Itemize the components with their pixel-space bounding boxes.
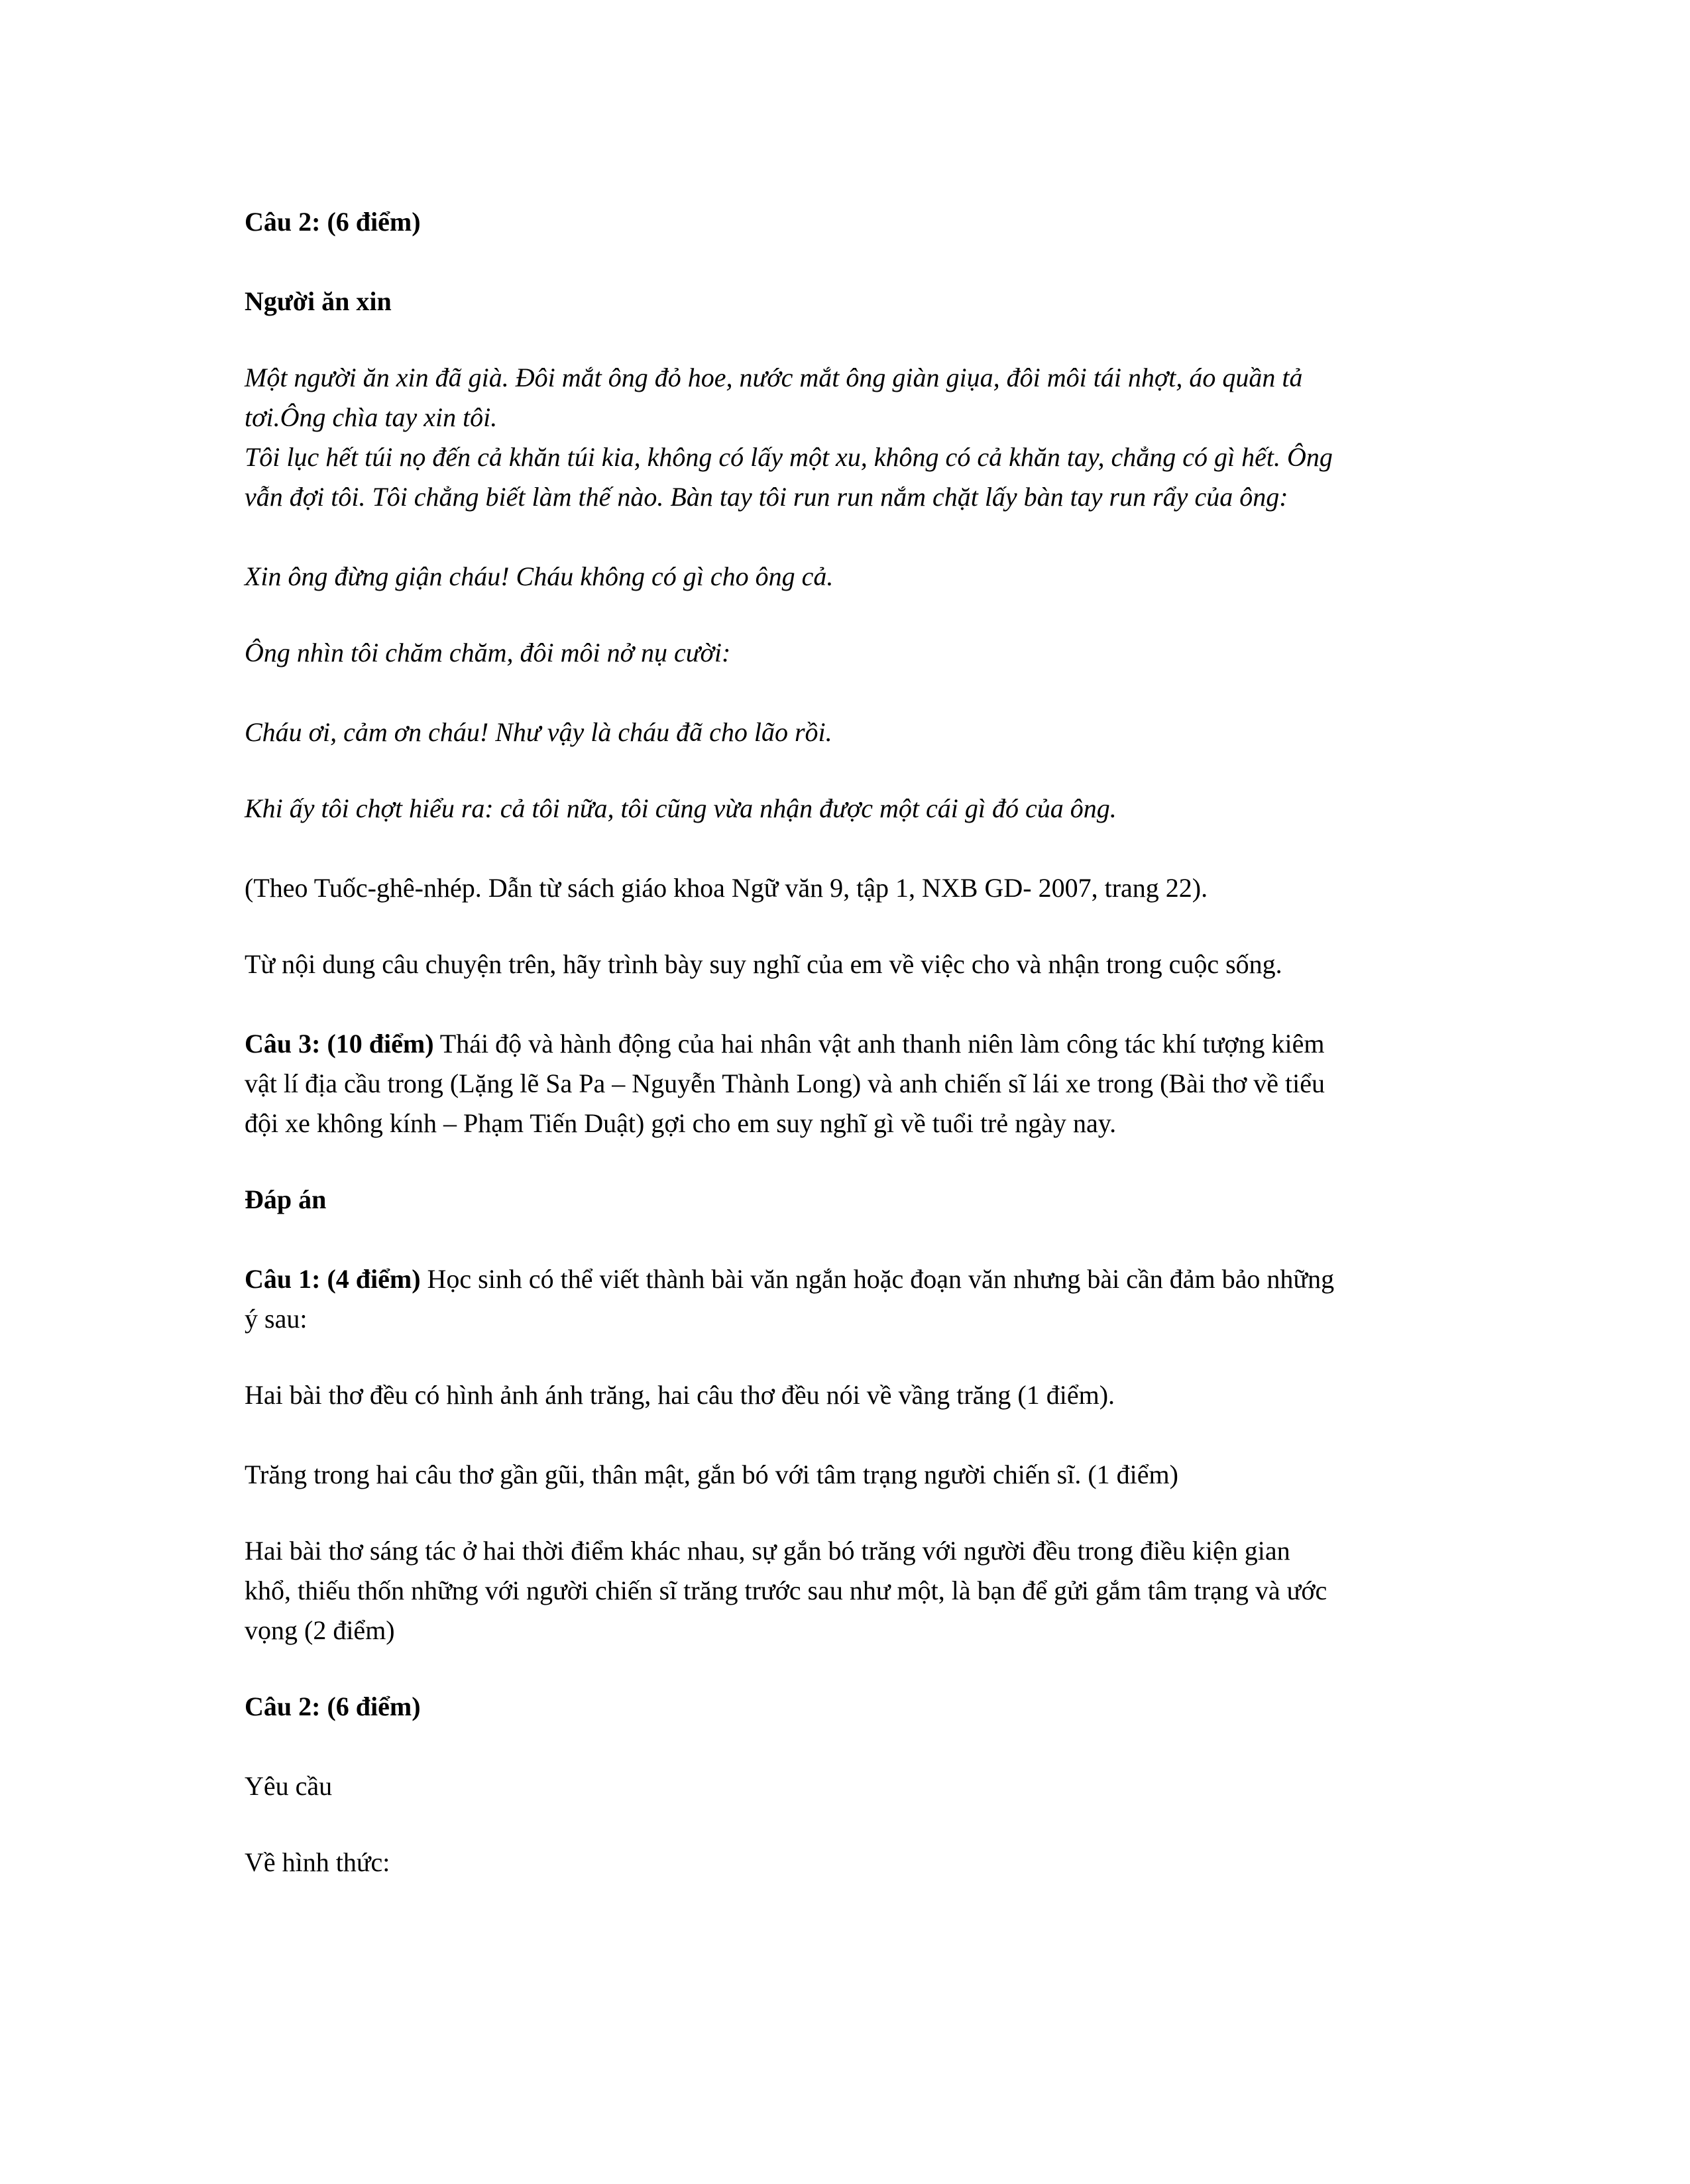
- answer-1-point-3-line: vọng (2 điểm): [245, 1615, 395, 1645]
- question-3-line: vật lí địa cầu trong (Lặng lẽ Sa Pa – Nguyễn Thành Long) và anh chiến sĩ lái xe trong (Bài thơ về tiểu: [245, 1068, 1325, 1098]
- form-label: Về hình thức:: [245, 1847, 390, 1877]
- story-narration-1: Ông nhìn tôi chăm chăm, đôi môi nở nụ cười:: [245, 638, 731, 667]
- answer-heading: Đáp án: [245, 1184, 327, 1214]
- answer-1-point-3-line: Hai bài thơ sáng tác ở hai thời điểm khác nhau, sự gắn bó trăng với người đều trong điều kiện gian: [245, 1536, 1290, 1566]
- story-conclusion: Khi ấy tôi chợt hiểu ra: cả tôi nữa, tôi cũng vừa nhận được một cái gì đó của ông.: [245, 793, 1117, 823]
- answer-1-label: Câu 1: (4 điểm): [245, 1264, 421, 1294]
- story-source: (Theo Tuốc-ghê-nhép. Dẫn từ sách giáo khoa Ngữ văn 9, tập 1, NXB GD- 2007, trang 22).: [245, 873, 1208, 903]
- question-2-prompt: Từ nội dung câu chuyện trên, hãy trình bày suy nghĩ của em về việc cho và nhận trong cuộc sống.: [245, 949, 1282, 979]
- answer-1-line: [245, 1259, 1445, 1299]
- story-title: Người ăn xin: [245, 286, 392, 316]
- answer-1-point-3-line: khổ, thiếu thốn những với người chiến sĩ trăng trước sau như một, là bạn để gửi gắm tâm trạng và ước: [245, 1576, 1327, 1605]
- answer-1-line: ý sau:: [245, 1304, 308, 1334]
- story-line: Một người ăn xin đã già. Đôi mắt ông đỏ hoe, nước mắt ông giàn giụa, đôi môi tái nhợt, áo quần tả: [245, 363, 1303, 392]
- answer-1-point-1: Hai bài thơ đều có hình ảnh ánh trăng, hai câu thơ đều nói về vầng trăng (1 điểm).: [245, 1380, 1115, 1410]
- story-line: tơi.Ông chìa tay xin tôi.: [245, 402, 498, 432]
- question-3-line: [245, 1024, 1445, 1064]
- story-dialogue-1: Xin ông đừng giận cháu! Cháu không có gì cho ông cả.: [245, 561, 834, 591]
- answer-1-point-2: Trăng trong hai câu thơ gần gũi, thân mật, gắn bó với tâm trạng người chiến sĩ. (1 điểm): [245, 1460, 1178, 1489]
- answer-2-heading: Câu 2: (6 điểm): [245, 1692, 421, 1721]
- answer-1-text: Học sinh có thể viết thành bài văn ngắn hoặc đoạn văn nhưng bài cần đảm bảo những: [420, 1264, 1335, 1294]
- question-3-line: đội xe không kính – Phạm Tiến Duật) gợi cho em suy nghĩ gì về tuổi trẻ ngày nay.: [245, 1108, 1117, 1138]
- question-2-heading: Câu 2: (6 điểm): [245, 207, 421, 237]
- story-dialogue-2: Cháu ơi, cảm ơn cháu! Như vậy là cháu đã cho lão rồi.: [245, 717, 832, 747]
- requirement-label: Yêu cầu: [245, 1771, 333, 1801]
- story-line: Tôi lục hết túi nọ đến cả khăn túi kia, không có lấy một xu, không có cả khăn tay, chẳng có gì hết. Ông: [245, 442, 1333, 472]
- question-3-label: Câu 3: (10 điểm): [245, 1029, 434, 1059]
- story-line: vẫn đợi tôi. Tôi chẳng biết làm thế nào. Bàn tay tôi run run nắm chặt lấy bàn tay run rẩy của ông:: [245, 482, 1288, 512]
- question-3-text: Thái độ và hành động của hai nhân vật anh thanh niên làm công tác khí tượng kiêm: [433, 1029, 1325, 1059]
